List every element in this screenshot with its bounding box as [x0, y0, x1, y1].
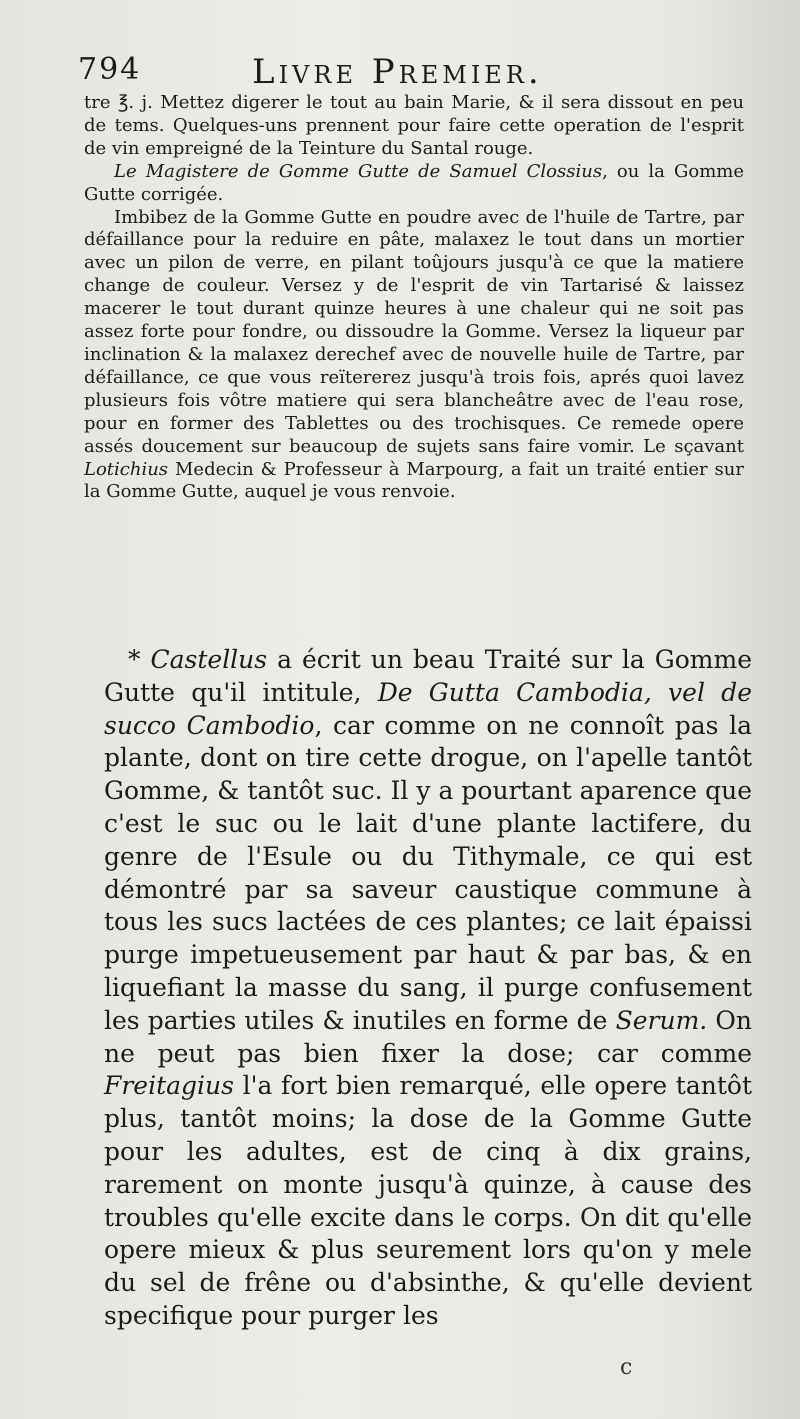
footnote-text-4: l'a fort bien remarqué, elle opere tantôt plus, tantôt moins; la dose de la Gomme Gutte pour les adultes, est de cinq à dix grains, rarement on monte jusqu'à quinze, à cause des troubles qu'elle excite dans le corps. On dit qu'elle opere mieux & plus seurement lors qu'on y mele du sel de frêne ou d'absinthe, & qu'elle devient specifique pour purger les	[104, 1071, 752, 1330]
paragraph-3	[84, 207, 744, 505]
paragraph-3-text-a: Imbibez de la Gomme Gutte en poudre avec de l'huile de Tartre, par défaillance pour la reduire en pâte, malaxez le tout dans un mortier avec un pilon de verre, en pilant toûjours jusqu'à ce que la matiere change de couleur. Versez y de l'esprit de vin Tartarisé & laissez macerer le tout durant quinze heures à une chaleur qui ne soit pas assez forte pour fondre, ou dissoudre la Gomme. Versez la liqueur par inclination & la malaxez derechef avec de nouvelle huile de Tartre, par défaillance, ce que vous reïtererez jusqu'à trois fois, aprés quoi lavez plusieurs fois vôtre matiere qui sera blancheâtre avec de l'eau rose, pour en former des Tablettes ou des trochisques. Ce remede opere assés doucement sur beaucoup de sujets sans faire vomir. Le sçavant	[84, 206, 744, 457]
footnote-text-2: , car comme on ne connoît pas la plante, dont on tire cette drogue, on l'apelle tantôt Gomme, & tantôt suc. Il y a pourtant aparence que c'est le suc ou le lait d'une plante lactifere, du genre de l'Esule ou du Tithymale, ce qui est démontré par sa saveur caustique commune à tous les sucs lactées de ces plantes; ce lait épaissi purge impetueusement par haut & par bas, & en liquefiant la masse du sang, il purge confusement les parties utiles & inutiles en forme de	[104, 710, 752, 1035]
recipe-title-rest: , ou la Gomme Gutte corrigée.	[84, 160, 744, 205]
stray-mark: c	[620, 1355, 633, 1380]
serum-word: Serum.	[615, 1005, 708, 1035]
recipe-title: Le Magistere de Gomme Gutte de Samuel Clossius	[114, 160, 603, 182]
page-header	[78, 52, 598, 96]
treatise-title: De Gutta Cambodia, vel de succo Cambodio	[104, 677, 752, 740]
footnote-text-3: On ne peut pas bien fixer la dose; car comme	[104, 1005, 752, 1068]
footnote-star: *	[128, 645, 141, 674]
footnote-block	[104, 644, 752, 1333]
upper-text-block	[84, 92, 744, 504]
paragraph-3-text-b: Medecin & Professeur à Marpourg, a fait un traité entier sur la Gomme Gutte, auquel je vous renvoie.	[84, 458, 744, 503]
running-head: Livre Premier.	[252, 52, 543, 92]
author-name-castellus: Castellus	[150, 645, 268, 674]
paragraph-2	[84, 161, 744, 207]
paragraph-1: tre ℥. j. Mettez digerer le tout au bain Marie, & il sera dissout en peu de tems. Quelques-uns prennent pour faire cette operation de l'esprit de vin empreigné de la Teinture du Santal rouge.	[84, 92, 744, 159]
page-number: 794	[78, 52, 142, 87]
footnote-paragraph	[104, 644, 752, 1333]
author-name-lotichius: Lotichius	[84, 458, 169, 480]
author-name-freitagius: Freitagius	[104, 1071, 234, 1101]
footnote-text-1: a écrit un beau Traité sur la Gomme Gutte qu'il intitule,	[104, 645, 752, 707]
